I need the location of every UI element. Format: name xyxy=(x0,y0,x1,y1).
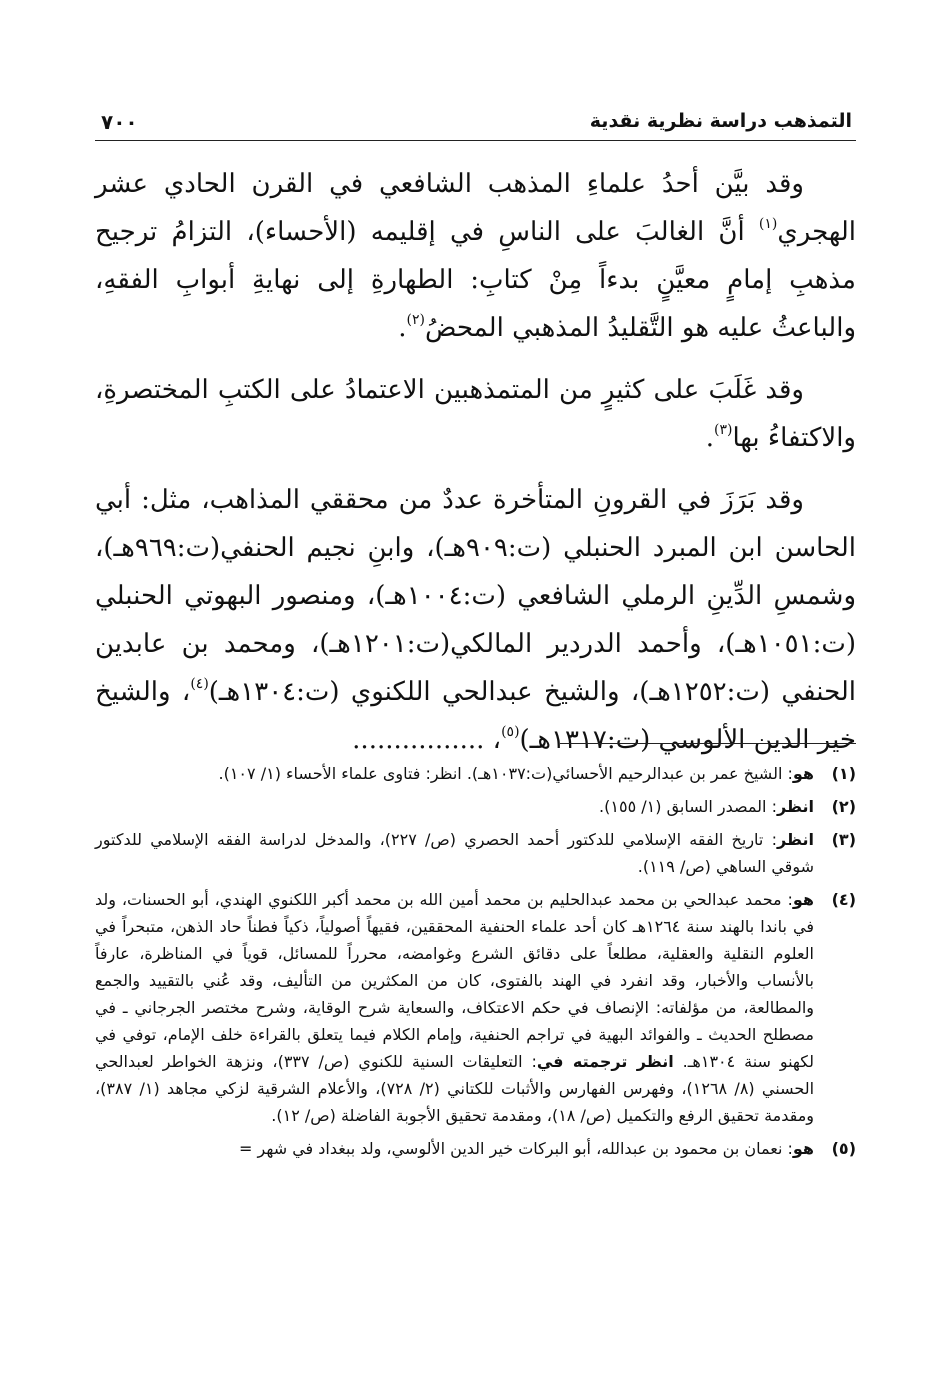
footnote-2 xyxy=(95,793,856,820)
footnote-number: (٣) xyxy=(831,830,856,849)
paragraph-3-part-2: ، والشيخ خير الدين الألوسي (ت:١٣١٧هـ) xyxy=(95,677,856,755)
footnote-lead: انظر xyxy=(776,797,814,816)
paragraph-2-part-1: وقد غَلَبَ على كثيرٍ من المتمذهبين الاعتمادُ على الكتبِ المختصرةِ، والاكتفاءُ بها xyxy=(95,375,856,453)
footnote-number: (٤) xyxy=(831,890,856,909)
footnote-ref-3[interactable]: (٣) xyxy=(713,422,733,438)
paragraph-2-part-2: . xyxy=(705,423,714,453)
paragraph-3-part-3: ، xyxy=(484,725,502,755)
paragraph-3 xyxy=(95,476,856,764)
footnote-body: : نعمان بن محمود بن عبدالله، أبو البركات خير الدين الألوسي، ولد ببغداد في شهر = xyxy=(239,1139,793,1158)
book-page xyxy=(95,0,856,1398)
page-number: ٧٠٠ xyxy=(101,110,138,134)
main-text xyxy=(95,160,856,764)
paragraph-1-part-2: أنَّ الغالبَ على الناسِ في إقليمه (الأحساء)، التزامُ ترجيح مذهبِ إمامٍ معيَّنٍ بدءاً مِنْ كتابِ: الطهارةِ إلى نهايةِ أبوابِ الفقهِ، والباعثُ عليه هو التَّقليدُ المذهبي المحضُ xyxy=(95,217,856,343)
paragraph-1-part-1: وقد بيَّن أحدُ علماءِ المذهب الشافعي في القرن الحادي عشر الهجري xyxy=(95,169,856,247)
footnote-lead: هو xyxy=(792,764,814,783)
footnote-text xyxy=(95,760,814,787)
page-header xyxy=(95,108,856,138)
footnote-ref-2[interactable]: (٢) xyxy=(406,312,425,328)
footnote-body: : المصدر السابق (١/ ١٥٥). xyxy=(599,797,777,816)
footnote-text xyxy=(95,826,814,880)
footnote-body-2: : التعليقات السنية للكنوي (ص/ ٣٣٧)، ونزهة الخواطر لعبدالحي الحسني (٨/ ١٢٦٨)، وفهرس الفهارس والأثبات للكتاني (٢/ ٧٢٨)، والأعلام الشرقية لزكي مجاهد (١/ ٣٨٧)، ومقدمة تحقيق الرفع والتكميل (ص/ ١٨)، ومقدمة تحقيق الأجوبة الفاضلة (ص/ ١٢). xyxy=(95,1052,815,1125)
footnote-lead: هو xyxy=(792,1139,814,1158)
paragraph-1 xyxy=(95,160,856,352)
footnote-divider xyxy=(560,743,856,744)
footnote-body: : تاريخ الفقه الإسلامي للدكتور أحمد الحصري (ص/ ٢٢٧)، والمدخل لدراسة الفقه الإسلامي للدكتور شوقي الساهي (ص/ ١١٩). xyxy=(95,830,814,876)
footnote-body: : الشيخ عمر بن عبدالرحيم الأحسائي(ت:١٠٣٧هـ). انظر: فتاوى علماء الأحساء (١/ ١٠٧). xyxy=(218,764,793,783)
footnote-ref-4[interactable]: (٤) xyxy=(190,676,209,692)
footnote-body: : محمد عبدالحي بن محمد عبدالحليم بن محمد أمين الله بن محمد أكبر اللكنوي الهندي، أبو الحسنات، ولد في باندا بالهند سنة ١٢٦٤هـ كان أحد علماء الحنفية المحققين، فقيهاً أصولياً، ذكياً فطناً حاد الذهن، متبحراً في العلوم النقلية والعقلية، مطلعاً على دقائق الشرع وغوامضه، محرراً للمسائل، قوياً في المناظرة، عارفاً بالأنساب والأخبار، وقد انفرد في الهند بالفتوى، كان من المكثرين من التأليف، وقد عُني بالتقييد والجمع والمطالعة، من مؤلفاته: الإنصاف في حكم الاعتكاف، والسعاية شرح الوقاية، وشرح مختصر الجرجاني ـ في مصطلح الحديث ـ والفوائد البهية في تراجم الحنفية، وإمام الكلام فيما يتعلق بالقراءة خلف الإمام، توفي في لكهنو سنة ١٣٠٤هـ. xyxy=(95,890,814,1071)
footnote-3 xyxy=(95,826,856,880)
footnote-text xyxy=(95,793,814,820)
footnote-lead: هو xyxy=(792,890,814,909)
footnote-number: (٥) xyxy=(831,1139,856,1158)
footnote-lead: انظر xyxy=(776,830,814,849)
paragraph-3-part-1: وقد بَرَزَ في القرونِ المتأخرة عددٌ من محققي المذاهب، مثل: أبي الحاسن ابن المبرد الحنبلي (ت:٩٠٩هـ)، وابنِ نجيم الحنفي(ت:٩٦٩هـ)، وشمسِ الدِّينِ الرملي الشافعي (ت:١٠٠٤هـ)، ومنصور البهوتي الحنبلي (ت:١٠٥١هـ)، وأحمد الدردير المالكي(ت:١٢٠١هـ)، ومحمد بن عابدين الحنفي (ت:١٢٥٢هـ)، والشيخ عبدالحي اللكنوي (ت:١٣٠٤هـ) xyxy=(95,485,857,707)
footnote-5 xyxy=(95,1135,856,1162)
footnote-text xyxy=(95,1135,814,1162)
footnotes-section xyxy=(95,760,856,1168)
footnote-ref-1[interactable]: (١) xyxy=(758,216,778,232)
header-divider xyxy=(95,140,856,141)
footnote-lead-2: انظر ترجمته في xyxy=(536,1052,674,1071)
footnote-ref-5[interactable]: (٥) xyxy=(501,724,520,740)
continuation-dots: ................ xyxy=(352,725,485,755)
footnote-number: (١) xyxy=(831,764,856,783)
footnote-text xyxy=(95,886,814,1129)
paragraph-1-part-3: . xyxy=(398,313,407,343)
footnote-1 xyxy=(95,760,856,787)
paragraph-2 xyxy=(95,366,856,462)
footnote-number: (٢) xyxy=(831,797,856,816)
running-title: التمذهب دراسة نظرية نقدية xyxy=(589,110,852,132)
footnote-4 xyxy=(95,886,856,1129)
